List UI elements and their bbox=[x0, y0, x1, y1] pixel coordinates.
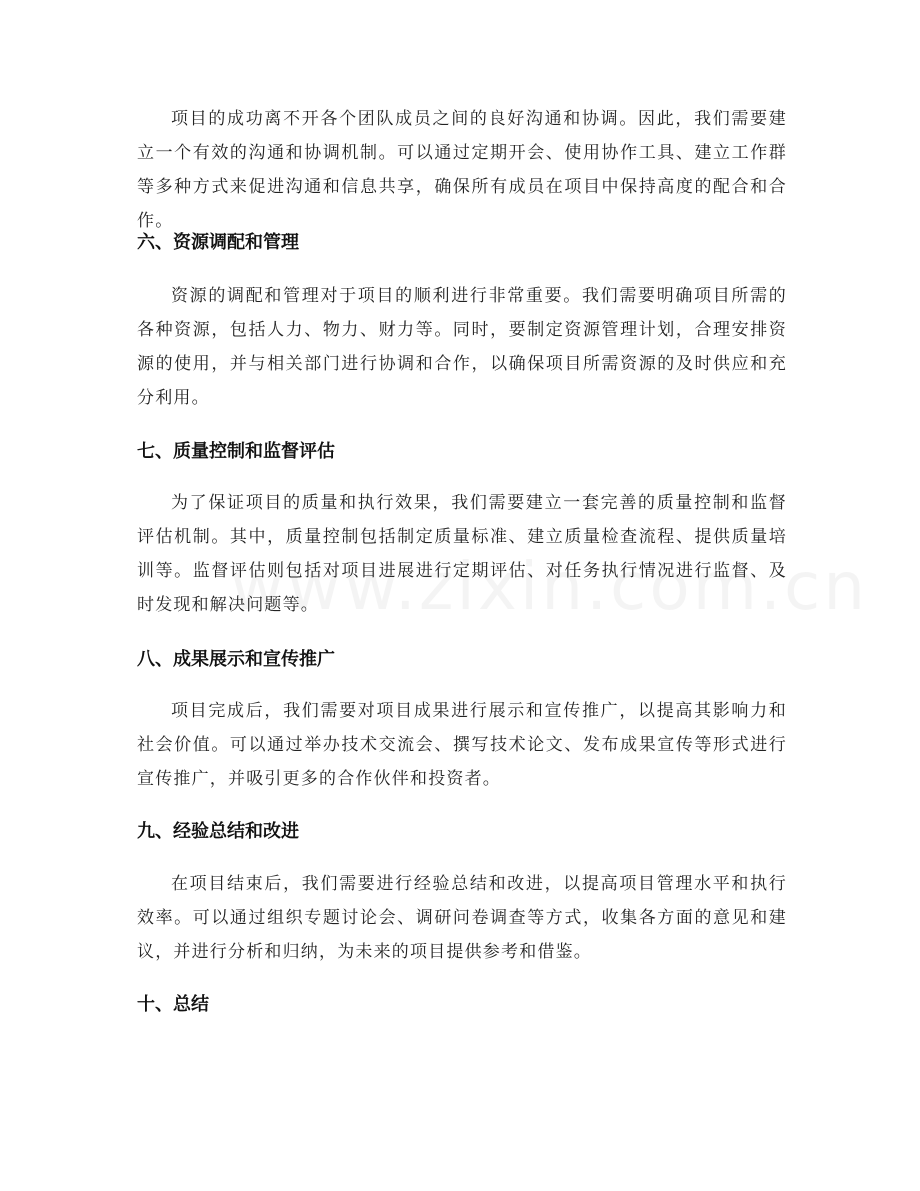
heading-quality-control: 七、质量控制和监督评估 bbox=[137, 441, 335, 462]
paragraph-experience-summary: 在项目结束后，我们需要进行经验总结和改进，以提高项目管理水平和执行效率。可以通过组织专题讨论会、调研问卷调查等方式，收集各方面的意见和建议，并进行分析和归纳，为未来的项目提供参考和借鉴。 bbox=[137, 874, 787, 962]
heading-experience-summary: 九、经验总结和改进 bbox=[137, 821, 299, 842]
paragraph-results-promotion: 项目完成后，我们需要对项目成果进行展示和宣传推广，以提高其影响力和社会价值。可以通过举办技术交流会、撰写技术论文、发布成果宣传等形式进行宣传推广，并吸引更多的合作伙伴和投资者。 bbox=[137, 701, 787, 789]
paragraph-resource-allocation: 资源的调配和管理对于项目的顺利进行非常重要。我们需要明确项目所需的各种资源，包括人力、物力、财力等。同时，要制定资源管理计划，合理安排资源的使用，并与相关部门进行协调和合作，以确保项目所需资源的及时供应和充分利用。 bbox=[137, 286, 787, 408]
heading-resource-allocation: 六、资源调配和管理 bbox=[137, 232, 299, 253]
paragraph-quality-control: 为了保证项目的质量和执行效果，我们需要建立一套完善的质量控制和监督评估机制。其中，质量控制包括制定质量标准、建立质量检查流程、提供质量培训等。监督评估则包括对项目进展进行定期评估、对任务执行情况进行监督、及时发现和解决问题等。 bbox=[137, 493, 787, 615]
heading-summary: 十、总结 bbox=[137, 994, 209, 1015]
heading-results-promotion: 八、成果展示和宣传推广 bbox=[137, 649, 335, 670]
paragraph-communication: 项目的成功离不开各个团队成员之间的良好沟通和协调。因此，我们需要建立一个有效的沟通和协调机制。可以通过定期开会、使用协作工具、建立工作群等多种方式来促进沟通和信息共享，确保所有成员在项目中保持高度的配合和合作。 bbox=[137, 109, 787, 231]
